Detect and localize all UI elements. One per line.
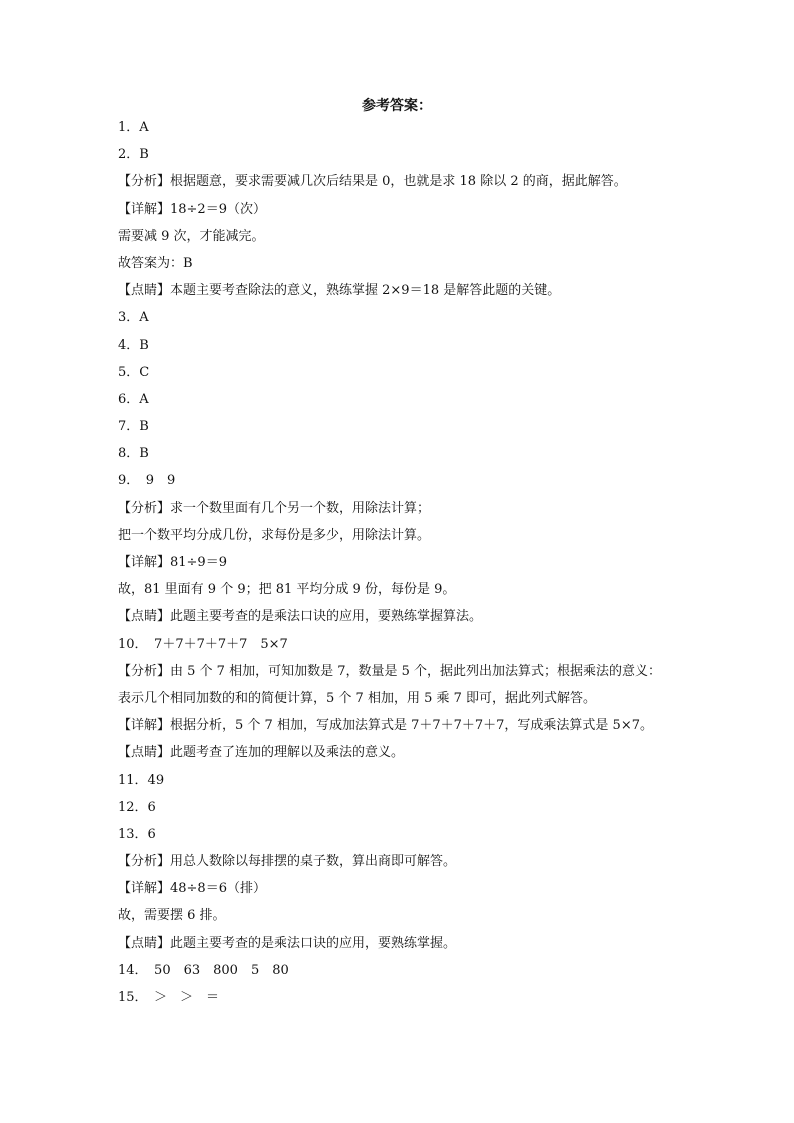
answer-line: 故答案为：B: [118, 255, 193, 271]
answer-line: 把一个数平均分成几份，求每份是多少，用除法计算。: [118, 527, 431, 543]
answer-line: 【详解】81÷9＝9: [118, 555, 227, 570]
answer-line: 【分析】由 5 个 7 相加，可知加数是 7，数量是 5 个，据此列出加法算式；根据乘法的意义：: [118, 663, 662, 679]
answer-line: 12．6: [118, 799, 156, 815]
answer-line: 2．B: [118, 147, 149, 163]
answer-line: 11．49: [118, 772, 165, 788]
answer-line: 表示几个相同加数的和的简便计算，5 个 7 相加，用 5 乘 7 即可，据此列式解答。: [118, 690, 597, 706]
answer-line: 7．B: [118, 419, 149, 435]
answer-line: 1．A: [118, 120, 149, 135]
answer-line: 13．6: [118, 826, 156, 842]
answer-line: 故，需要摆 6 排。: [118, 908, 226, 924]
answer-line: 15． ＞ ＞ ＝: [118, 990, 220, 1005]
answer-line: 需要减 9 次，才能减完。: [118, 228, 265, 244]
answer-line: 14． 50 63 800 5 80: [118, 962, 289, 978]
answer-line: 【点睛】本题主要考查除法的意义，熟练掌握 2×9＝18 是解答此题的关键。: [118, 283, 561, 299]
answer-line: 3．A: [118, 310, 149, 326]
answer-line: 6．A: [118, 391, 149, 407]
answer-line: 【详解】根据分析，5 个 7 相加，写成加法算式是 7＋7＋7＋7＋7，写成乘法算式是 5×7。: [118, 718, 653, 734]
answer-line: 【详解】18÷2＝9（次）: [118, 201, 266, 217]
answer-line: 故，81 里面有 9 个 9；把 81 平均分成 9 份，每份是 9。: [118, 582, 456, 598]
answer-line: 【分析】用总人数除以每排摆的桌子数，算出商即可解答。: [118, 854, 457, 870]
answer-lines: [118, 114, 678, 1011]
answer-line: 【点睛】此题主要考查的是乘法口诀的应用，要熟练掌握算法。: [118, 609, 483, 625]
answer-line: 5．C: [118, 364, 150, 380]
answer-line: 【点睛】此题主要考查的是乘法口诀的应用，要熟练掌握。: [118, 935, 457, 951]
answer-line: 10． 7＋7＋7＋7＋7 5×7: [118, 636, 288, 652]
answer-line: 【详解】48÷8＝6（排）: [118, 881, 266, 897]
answer-line: 8．B: [118, 446, 149, 462]
answer-line: 【点睛】此题考查了连加的理解以及乘法的意义。: [118, 745, 405, 761]
answer-line: 4．B: [118, 337, 149, 353]
answer-line: 9． 9 9: [118, 473, 176, 489]
answer-line: 【分析】求一个数里面有几个另一个数，用除法计算；: [118, 500, 431, 516]
answer-line: 【分析】根据题意，要求需要减几次后结果是 0，也就是求 18 除以 2 的商，据此解答。: [118, 174, 627, 190]
page-title: 参考答案：: [362, 98, 432, 114]
